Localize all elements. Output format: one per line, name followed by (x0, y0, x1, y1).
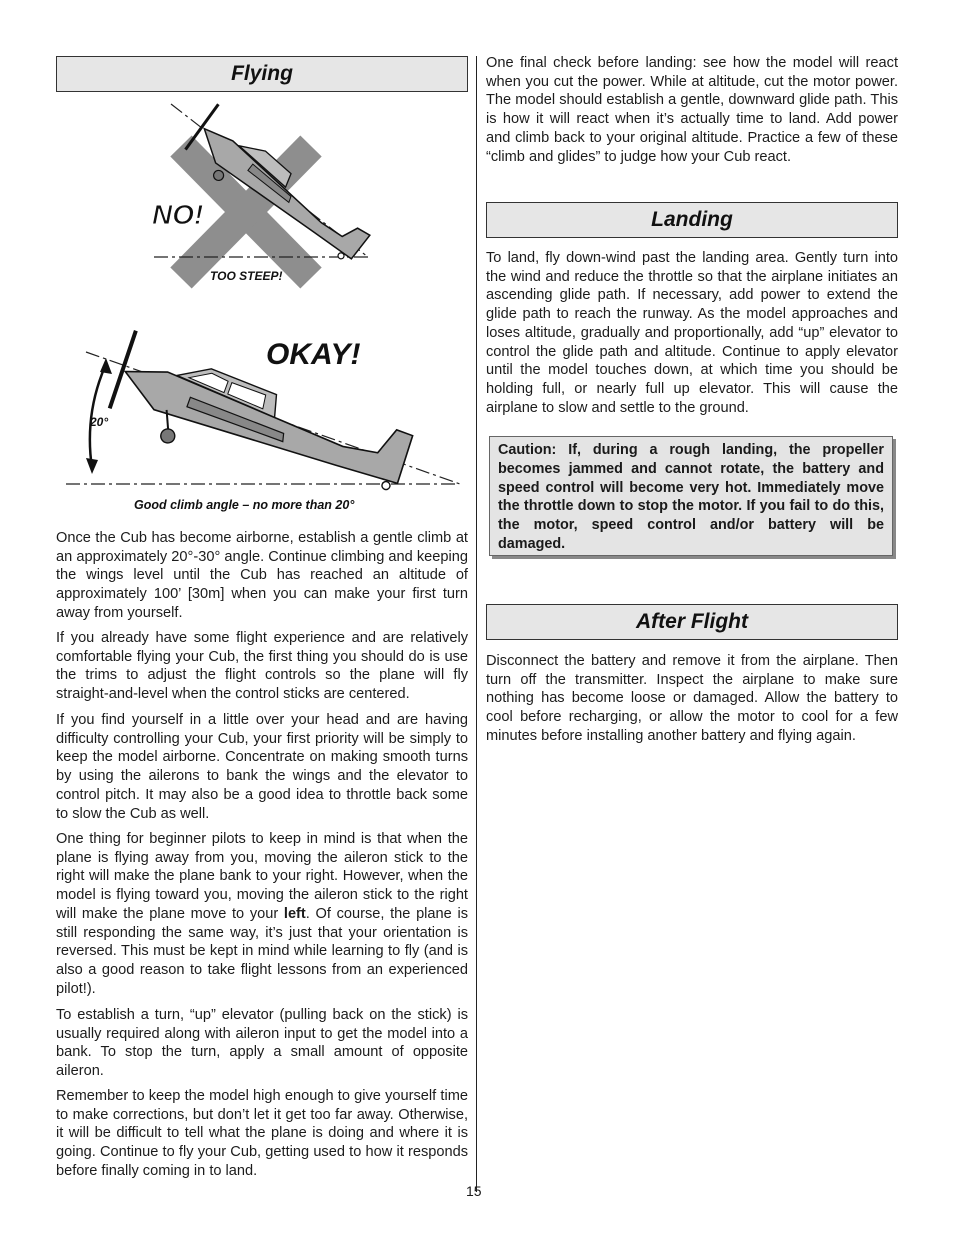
flying-paragraph-6: Remember to keep the model high enough to give yourself time to make corrections, but don’t let it get too far away. Otherwise, it will be difficult to tell what the plane is doing and where it is going. Continue to fly your Cub, getting used to how it responds before finally coming in to land. (56, 1088, 468, 1179)
flying-paragraph-1: Once the Cub has become airborne, establish a gentle climb at an approximately 20°-30° angle. Continue climbing and keeping the wings level until the Cub has reached an altitude of approximately 100’ [30m] when you can make your first turn away from yourself. (56, 530, 468, 621)
landing-header-label: Landing (651, 208, 733, 231)
page-number: 15 (466, 1183, 482, 1199)
column-divider (476, 56, 477, 1192)
flying-paragraph-3: If you find yourself in a little over your head and are having difficulty controlling your Cub, your first priority will be simply to keep the model airborne. Concentrate on making smooth turns by using the ailerons to bank the wings and the elevator to control pitch. It may also be a good idea to throttle back some to slow the Cub as well. (56, 712, 468, 822)
final-check-paragraph: One final check before landing: see how the model will react when you cut the power. While at altitude, cut the motor power. The model should establish a gentle, downward glide path. This is how it will react when it’s actually time to land. Add power and climb back to your original altitude. Practice a few of these “climb and glides” to judge how your Cub react. (486, 55, 898, 165)
flying-paragraph-4-text-b: . Of course, the plane is still responding the same way, it’s just that your orientation is reversed. This must be kept in mind while learning to fly (and is also a good reason to take flight lessons from an experienced pilot!). (56, 905, 468, 997)
flying-paragraph-4-bold: left (283, 905, 306, 922)
too-steep-label: TOO STEEP! (210, 269, 283, 283)
flying-paragraph-4-text-a: One thing for beginner pilots to keep in mind is that when the plane is flying away from you, moving the aileron stick to the right will make the plane bank to your right. However, when the model is flying toward you, moving the aileron stick to the right will make the plane move to your (56, 831, 468, 922)
landing-paragraph: To land, fly down-wind past the landing area. Gently turn into the wind and reduce the throttle so that the airplane initiates an ascending glide path. If necessary, add power to extend the glide path to reach the runway. As the model approaches and loses altitude, gradually and proportionally, add “up” elevator to control the glide path and altitude. Continue to apply elevator until the model touches down, at which time you should be holding full, or nearly full up elevator. This will cause the airplane to slow and settle to the ground. (486, 250, 898, 416)
okay-label: OKAY! (266, 338, 361, 371)
caution-box: Caution: If, during a rough landing, the propeller becomes jammed and cannot rotate, the battery and speed control will become very hot. Immediately move the throttle down to stop the motor. If you fail to do this, the motor, speed control and/or battery will be damaged. (489, 436, 893, 556)
too-steep-diagram (152, 104, 376, 283)
flying-header (56, 56, 468, 92)
after-flight-header-label: After Flight (636, 610, 748, 633)
illustration-caption: Good climb angle – no more than 20° (134, 498, 355, 512)
angle-label: 20° (90, 415, 109, 429)
climb-angle-illustration (56, 96, 468, 516)
climbing-airplane (103, 331, 416, 516)
flying-paragraph-5: To establish a turn, “up” elevator (pulling back on the stick) is usually required along with aileron input to get the model into a bank. To stop the turn, apply a small amount of opposite aileron. (56, 1007, 468, 1080)
landing-header (486, 202, 898, 238)
okay-diagram (66, 331, 460, 516)
flying-paragraph-2: If you already have some flight experience and are relatively comfortable flying your Cub, the first thing you should do is use the trims to adjust the flight controls so the plane will fly straight-and-level when the control sticks are centered. (56, 630, 468, 703)
flying-paragraph-4 (56, 830, 468, 998)
after-flight-header (486, 604, 898, 640)
no-label: NO! (152, 199, 204, 230)
after-flight-paragraph: Disconnect the battery and remove it from the airplane. Then turn off the transmitter. Inspect the airplane to make sure nothing has become loose or damaged. Allow the battery to cool before recharging, or allow the motor to cool for a few minutes before installing another battery and flying again. (486, 653, 898, 744)
flying-header-label: Flying (231, 62, 293, 85)
